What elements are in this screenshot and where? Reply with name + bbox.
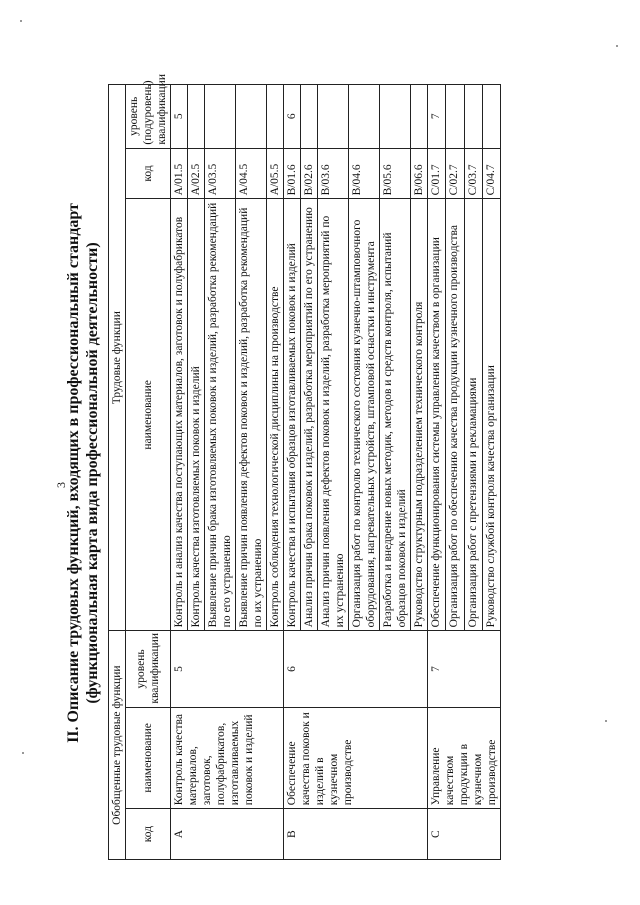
function-name: Контроль и анализ качества поступающих материалов, заготовок и полуфабрикатов bbox=[171, 199, 188, 631]
group-name: Управление качеством продукции в кузнечном производстве bbox=[428, 707, 501, 809]
header-function-name: наименование bbox=[126, 199, 171, 631]
function-level bbox=[482, 85, 500, 149]
table-row bbox=[284, 85, 301, 860]
function-level: 6 bbox=[284, 85, 301, 149]
header-sublevel: уровень (подуровень) квалификации bbox=[126, 85, 171, 149]
function-level bbox=[464, 85, 482, 149]
function-level bbox=[349, 85, 380, 149]
scan-speck bbox=[22, 752, 24, 754]
function-code: B/01.6 bbox=[284, 148, 301, 199]
function-code: A/03.5 bbox=[205, 148, 236, 199]
group-level: 5 bbox=[171, 631, 284, 707]
function-code: B/05.6 bbox=[380, 148, 411, 199]
function-name: Руководство службой контроля качества организации bbox=[482, 199, 500, 631]
function-level: 7 bbox=[428, 85, 446, 149]
group-name: Контроль качества материалов, заготовок, полуфабрикатов, изготавливаемых поковок и изделий bbox=[171, 707, 284, 809]
function-name: Разработка и внедрение новых методик, методов и средств контроля, испытаний образцов поковок и изделий bbox=[380, 199, 411, 631]
group-level: 7 bbox=[428, 631, 501, 707]
function-name: Анализ причин появления дефектов поковок и изделий, разработка мероприятий по их устранению bbox=[318, 199, 349, 631]
function-code: C/01.7 bbox=[428, 148, 446, 199]
function-name: Контроль качества и испытания образцов изготавливаемых поковок и изделий bbox=[284, 199, 301, 631]
function-name: Выявление причин брака изготовляемых поковок и изделий, разработка рекомендаций по его устранению bbox=[205, 199, 236, 631]
title-line-2: (функциональная карта вида профессиональной деятельности) bbox=[84, 242, 101, 704]
function-level bbox=[318, 85, 349, 149]
group-code: B bbox=[284, 809, 428, 860]
function-name: Выявление причин появления дефектов поковок и изделий, разработка рекомендаций по их устранению bbox=[236, 199, 267, 631]
group-code: C bbox=[428, 809, 501, 860]
scan-speck bbox=[616, 45, 618, 47]
function-code: A/05.5 bbox=[267, 148, 284, 199]
function-code: C/04.7 bbox=[482, 148, 500, 199]
function-code: A/04.5 bbox=[236, 148, 267, 199]
group-level: 6 bbox=[284, 631, 428, 707]
function-name: Обеспечение функционирования системы управления качеством в организации bbox=[428, 199, 446, 631]
function-level bbox=[236, 85, 267, 149]
function-name: Контроль качества изготовляемых поковок и изделий bbox=[188, 199, 205, 631]
function-name: Организация работ по контролю технического состояния кузнечно-штамповочного оборудования, нагревательных устройств, штамповой оснастки и инструмента bbox=[349, 199, 380, 631]
function-code: B/04.6 bbox=[349, 148, 380, 199]
page-number: 3 bbox=[54, 482, 68, 488]
function-level bbox=[301, 85, 318, 149]
function-name: Организация работ с претензиями и рекламациями bbox=[464, 199, 482, 631]
function-code: A/02.5 bbox=[188, 148, 205, 199]
header-name: наименование bbox=[126, 707, 171, 809]
scan-speck bbox=[605, 720, 607, 722]
function-level: 5 bbox=[171, 85, 188, 149]
function-code: B/06.6 bbox=[411, 148, 428, 199]
header-level: уровень квалификации bbox=[126, 631, 171, 707]
function-code: B/03.6 bbox=[318, 148, 349, 199]
function-level bbox=[188, 85, 205, 149]
function-name: Контроль соблюдения технологической дисциплины на производстве bbox=[267, 199, 284, 631]
function-code: C/03.7 bbox=[464, 148, 482, 199]
function-name: Организация работ по обеспечению качества продукции кузнечного производства bbox=[446, 199, 464, 631]
function-name: Анализ причин брака поковок и изделий, разработка мероприятий по его устранению bbox=[301, 199, 318, 631]
rotated-sheet bbox=[42, 74, 602, 868]
function-level bbox=[380, 85, 411, 149]
functions-table bbox=[108, 74, 501, 860]
header-code: код bbox=[126, 809, 171, 860]
group-name: Обеспечение качества поковок и изделий в кузнечном производстве bbox=[284, 707, 428, 809]
function-level bbox=[411, 85, 428, 149]
title-line-1: II. Описание трудовых функций, входящих в профессиональный стандарт bbox=[65, 203, 82, 743]
table-row bbox=[171, 85, 188, 860]
function-level bbox=[446, 85, 464, 149]
function-code: C/02.7 bbox=[446, 148, 464, 199]
function-level bbox=[205, 85, 236, 149]
header-labour: Трудовые функции bbox=[109, 85, 126, 631]
function-level bbox=[267, 85, 284, 149]
section-title bbox=[64, 78, 102, 868]
function-code: B/02.6 bbox=[301, 148, 318, 199]
function-name: Руководство структурным подразделением технического контроля bbox=[411, 199, 428, 631]
function-code: A/01.5 bbox=[171, 148, 188, 199]
header-generalized: Обобщенные трудовые функции bbox=[109, 631, 126, 860]
header-function-code: код bbox=[126, 148, 171, 199]
table-row bbox=[428, 85, 446, 860]
group-code: A bbox=[171, 809, 284, 860]
scan-speck bbox=[20, 20, 22, 22]
